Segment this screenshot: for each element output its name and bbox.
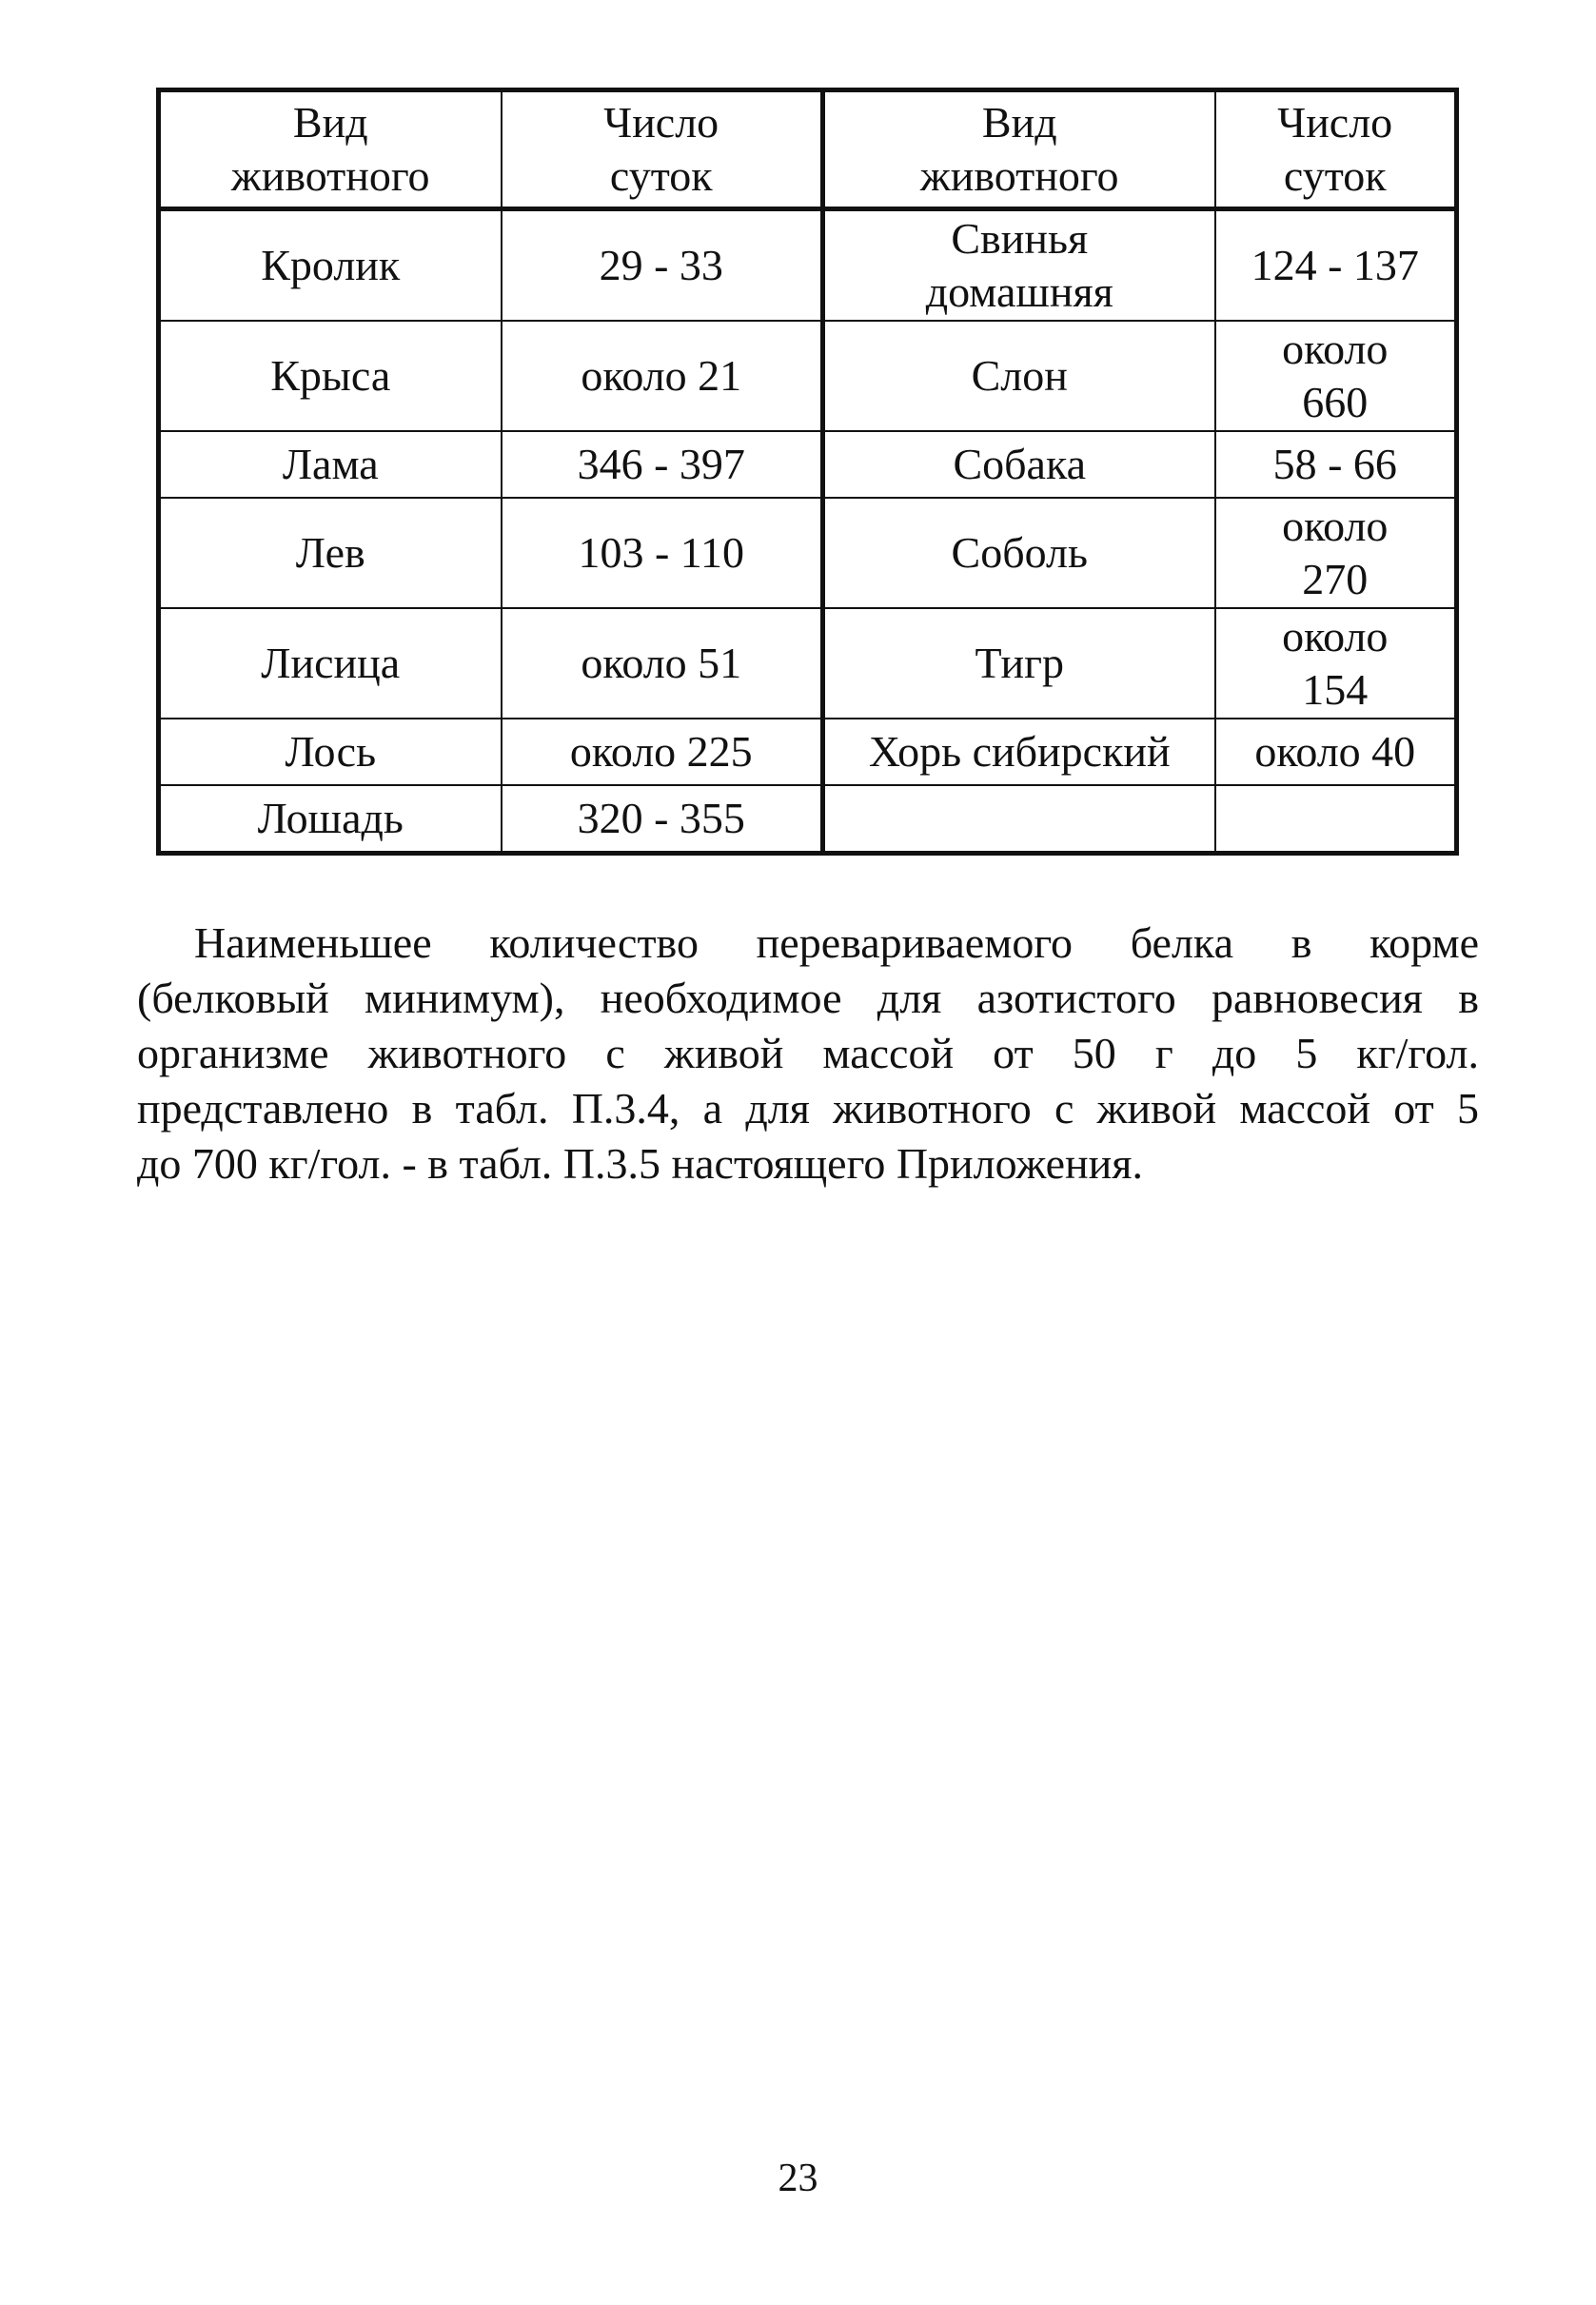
header-text: суток <box>609 151 713 200</box>
days-cell: 124 - 137 <box>1215 209 1457 322</box>
animal-cell: Хорь сибирский <box>823 719 1215 785</box>
animal-cell: Лама <box>159 431 502 498</box>
header-text: Вид <box>981 98 1057 147</box>
animal-cell: Лисица <box>159 608 502 719</box>
animal-cell: Соболь <box>823 498 1215 608</box>
table-row <box>159 431 1457 498</box>
header-animal-2 <box>823 90 1215 209</box>
animal-cell: Лев <box>159 498 502 608</box>
animal-cell <box>823 785 1215 854</box>
days-cell: 29 - 33 <box>502 209 823 322</box>
animal-cell: Лось <box>159 719 502 785</box>
paragraph-line: представлено в табл. П.3.4, а для животного с живой массой от 5 <box>137 1084 1479 1133</box>
table-header-row <box>159 90 1457 209</box>
animal-cell: Собака <box>823 431 1215 498</box>
header-text: животного <box>230 151 430 200</box>
page-number: 23 <box>778 2157 818 2200</box>
table-row <box>159 498 1457 608</box>
header-text: Число <box>1277 98 1393 147</box>
days-cell: 103 - 110 <box>502 498 823 608</box>
header-animal-1 <box>159 90 502 209</box>
header-days-1 <box>502 90 823 209</box>
header-days-2 <box>1215 90 1457 209</box>
days-cell: 58 - 66 <box>1215 431 1457 498</box>
days-cell: около 21 <box>502 321 823 431</box>
animal-cell: Тигр <box>823 608 1215 719</box>
animal-cell: Кролик <box>159 209 502 322</box>
paragraph-line: Наименьшее количество перевариваемого белка в корме <box>194 918 1479 967</box>
table-row <box>159 209 1457 322</box>
paragraph-line: до 700 кг/гол. - в табл. П.3.5 настоящего Приложения. <box>137 1139 1143 1188</box>
table-row <box>159 785 1457 854</box>
table-row <box>159 719 1457 785</box>
table-row <box>159 608 1457 719</box>
animal-cell: Лошадь <box>159 785 502 854</box>
table-row <box>159 321 1457 431</box>
days-cell <box>1215 785 1457 854</box>
body-paragraph <box>137 916 1479 1192</box>
days-cell: около 225 <box>502 719 823 785</box>
animal-cell: Крыса <box>159 321 502 431</box>
days-cell: около 270 <box>1215 498 1457 608</box>
days-cell: около 154 <box>1215 608 1457 719</box>
header-text: суток <box>1283 151 1387 200</box>
paragraph-line: (белковый минимум), необходимое для азотистого равновесия в <box>137 974 1479 1022</box>
paragraph-line: организме животного с живой массой от 50 г до 5 кг/гол. <box>137 1029 1479 1077</box>
gestation-table <box>156 88 1459 856</box>
days-cell: 320 - 355 <box>502 785 823 854</box>
days-cell: около 51 <box>502 608 823 719</box>
days-cell: около 40 <box>1215 719 1457 785</box>
days-cell: 346 - 397 <box>502 431 823 498</box>
animal-cell: Свинья домашняя <box>823 209 1215 322</box>
header-text: животного <box>919 151 1119 200</box>
animal-cell: Слон <box>823 321 1215 431</box>
header-text: Вид <box>292 98 368 147</box>
days-cell: около 660 <box>1215 321 1457 431</box>
header-text: Число <box>603 98 719 147</box>
